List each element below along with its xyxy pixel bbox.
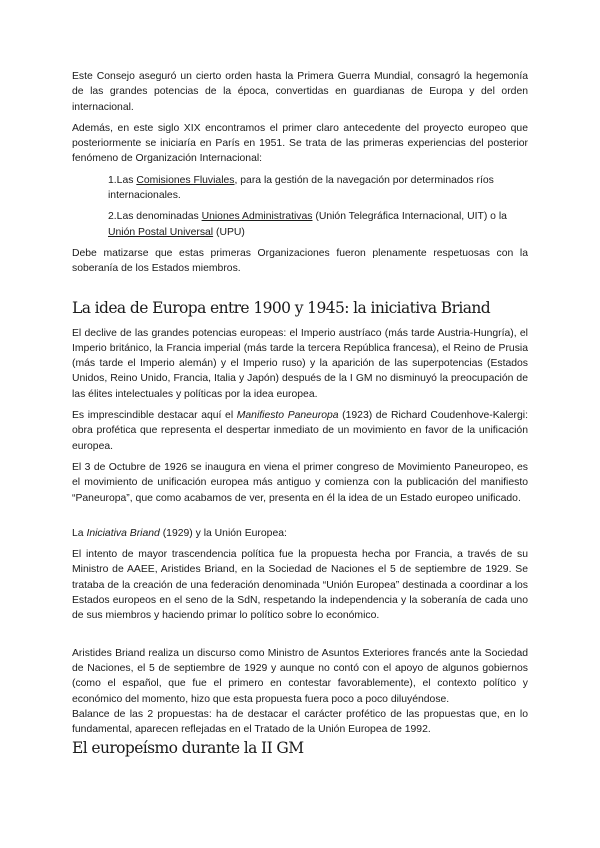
list-item-prefix: 1.Las xyxy=(108,174,137,186)
paragraph-declive: El declive de las grandes potencias europeas: el Imperio austríaco (más tarde Austria-Hungría), el Imperio británico, la Francia imperial (más tarde la tercera República francesa), el Reino de Prusia (más tarde el Imperio alemán) y el Imperio ruso) y la aparición de las superpotencias (Estados Unidos, Reino Unido, Francia, Italia y Japón) después de la I GM no disminuyó la preocupación de las élites intelectuales y políticas por la idea europea. xyxy=(72,327,528,400)
paragraph-consejo: Este Consejo aseguró un cierto orden hasta la Primera Guerra Mundial, consagró la hegemonía de las grandes potencias de la época, convertidas en guardianas de Europa y del orden internacional. xyxy=(72,71,528,113)
uniones-administrativas-link[interactable]: Uniones Administrativas xyxy=(201,211,313,223)
comisiones-fluviales-link[interactable]: Comisiones Fluviales xyxy=(136,174,235,186)
union-postal-universal-link[interactable]: Unión Postal Universal xyxy=(108,226,214,238)
subheading-text: La xyxy=(72,527,87,539)
list-item-comisiones xyxy=(108,173,528,204)
spacer xyxy=(72,630,528,646)
iniciativa-title: Iniciativa Briand xyxy=(86,527,160,539)
list-item-text: , para la gestión de la navegación por determinados ríos internacionales. xyxy=(108,174,494,202)
paragraph-siglo-xix: Además, en este siglo XIX encontramos el primer claro antecedente del proyecto europeo que posteriormente se iniciaría en París en 1951. Se trata de las primeras experiencias del posterior fenómeno de Organización Internacional: xyxy=(72,122,528,165)
section-heading-europeismo: El europeísmo durante la II GM xyxy=(72,739,304,758)
paragraph-matizarse: Debe matizarse que estas primeras Organizaciones fueron plenamente respetuosas con la soberanía de los Estados miembros. xyxy=(72,247,528,275)
list-item-uniones xyxy=(108,209,528,240)
subheading-iniciativa xyxy=(72,526,528,541)
paragraph-intento: El intento de mayor trascendencia política fue la propuesta hecha por Francia, a través de su Ministro de AAEE, Aristides Briand, en la Sociedad de Naciones el 5 de septiembre de 1929. Se trataba de la creación de una federación denominada “Unión Europea” destinada a coordinar a los Estados europeos en el seno de la SdN, respetando la independencia y la soberanía de cada uno de sus miembros y haciendo primar lo político sobre lo económico. xyxy=(72,549,528,622)
paragraph-congreso: El 3 de Octubre de 1926 se inaugura en viena el primer congreso de Movimiento Paneuropeo, es el movimiento de unificación europea más antiguo y comienza con la publicación del manifiesto “Paneuropa”, que como acabamos de ver, presenta en él la idea de un Estado europeo unificado. xyxy=(72,461,528,504)
list-item-text: (UPU) xyxy=(213,226,245,238)
paragraph-manifiesto xyxy=(72,408,528,454)
organizations-list xyxy=(108,173,528,240)
paragraph-balance: Balance de las 2 propuestas: ha de destacar el carácter profético de las propuestas que, en lo fundamental, aparecen reflejadas en el Tratado de la Unión Europea de 1992. xyxy=(72,708,528,736)
paragraph-text: Es imprescindible destacar aquí el xyxy=(72,410,237,422)
document-body xyxy=(72,69,528,766)
list-item-prefix: 2.Las denominadas xyxy=(108,211,202,223)
subheading-text: (1929) y la Unión Europea: xyxy=(159,527,287,539)
spacer xyxy=(72,512,528,526)
paragraph-text: (1923) de Richard Coudenhove-Kalergi: obra profética que representa el despertar inmediato de un movimiento en favor de la unificación europea. xyxy=(72,410,528,452)
section-heading-iniciativa-briand: La idea de Europa entre 1900 y 1945: la iniciativa Briand xyxy=(72,298,491,317)
manifiesto-title: Manifiesto Paneuropa xyxy=(236,410,339,422)
list-item-text: (Unión Telegráfica Internacional, UIT) o la xyxy=(312,211,507,223)
paragraph-discurso: Aristides Briand realiza un discurso como Ministro de Asuntos Exteriores francés ante la Sociedad de Naciones, el 5 de septiembre de 1929 y aunque no contó con el apoyo de algunos gobiernos (como el español, que fue el primero en contestar favorablemente), el contexto político y económico del momento, hizo que esta propuesta fuera poco a poco diluyéndose. xyxy=(72,647,528,705)
